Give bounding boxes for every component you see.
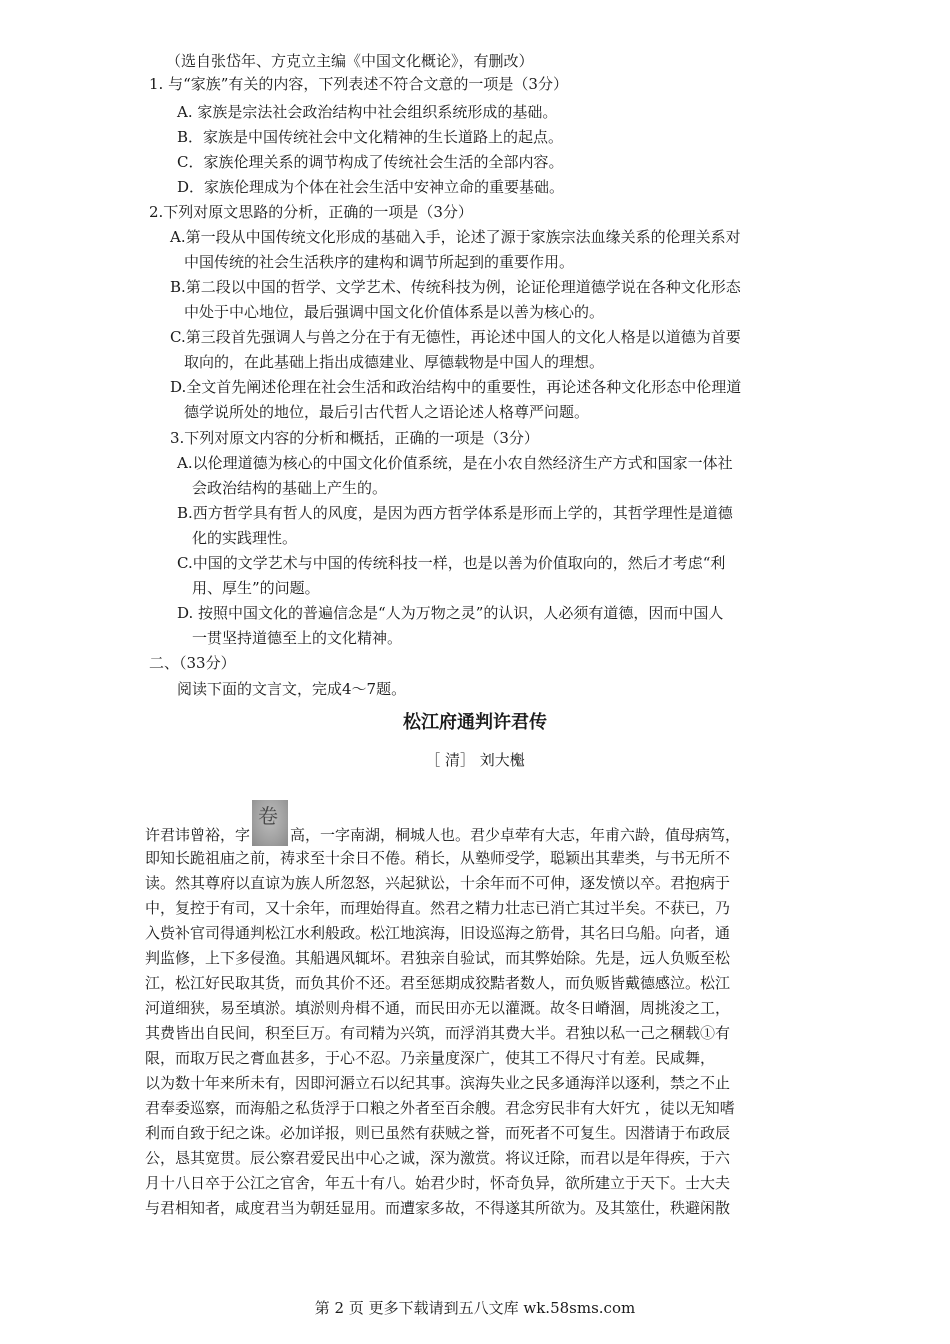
article-line: 即知长跪祖庙之前，祷求至十余日不倦。稍长，从塾师受学，聪颖出其辈类，与书无所不 (145, 849, 731, 867)
q2-stem: 2.下列对原文思路的分析，正确的一项是（3分） (149, 203, 473, 221)
section-instruction: 阅读下面的文言文，完成4～7题。 (177, 680, 407, 698)
q2-line: 中处于中心地位，最后强调中国文化价值体系是以善为核心的。 (184, 303, 605, 321)
article-text: 高，一字南湖，桐城人也。君少卓荦有大志，年甫六龄，值母病笃， (290, 826, 741, 844)
article-line: 月十八日卒于公江之官舍，年五十有八。始君少时，怀奇负异，欲所建立于天下。士大夫 (145, 1174, 731, 1192)
article-line: 判监修，上下多侵渔。其船遇风辄坏。君独亲自验试，而其弊始除。先是，远人负贩至松 (145, 949, 731, 967)
q1-option-c: C．家族伦理关系的调节构成了传统社会生活的全部内容。 (177, 153, 564, 171)
article-line: 河道细狭，易至填淤。填淤则舟楫不通，而民田亦无以灌溉。故冬日嵴涸，周挑浚之工， (145, 999, 731, 1017)
article-line: 君奉委巡察，而海船之私货浮于口粮之外者至百余艘。君念穷民非有大奸宄 ，徒以无知嗜 (145, 1099, 735, 1117)
q2-line: D.全文首先阐述伦理在社会生活和政治结构中的重要性，再论述各种文化形态中伦理道 (170, 378, 742, 396)
article-line: 其费皆出自民间，积至巨万。有司精为兴筑，而浮消其费大半。君独以私一己之稛载①有 (145, 1024, 731, 1042)
q1-option-b: B．家族是中国传统社会中文化精神的生长道路上的起点。 (177, 128, 564, 146)
source-note: （选自张岱年、方克立主编《中国文化概论》，有删改） (166, 52, 534, 70)
article-line: 入赀补官司得通判松江水利般政。松江地滨海，旧设巡海之筋骨，其名曰乌船。向者，通 (145, 924, 731, 942)
q2-line: B.第二段以中国的哲学、文学艺术、传统科技为例，论证伦理道德学说在各种文化形态 (170, 278, 741, 296)
q2-line: 取向的，在此基础上指出成德建业、厚德载物是中国人的理想。 (184, 353, 605, 371)
q2-line: A.第一段从中国传统文化形成的基础入手，论述了源于家族宗法血缘关系的伦理关系对 (170, 228, 741, 246)
q1-option-a: A. 家族是宗法社会政治结构中社会组织系统形成的基础。 (177, 103, 558, 121)
q2-line: 德学说所处的地位，最后引古代哲人之语论述人格尊严问题。 (184, 403, 590, 421)
character-image (252, 800, 288, 846)
article-author: ［ 清］ 刘大櫆 (425, 751, 525, 769)
article-line: 与君相知者，咸度君当为朝廷显用。而遭家多故，不得遂其所欲为。及其筮仕，秩避闲散 (145, 1199, 731, 1217)
article-line: 以为数十年来所未有，因即河滣立石以纪其事。滨海失业之民多通海洋以逐利，禁之不止 (145, 1074, 731, 1092)
q3-line: D. 按照中国文化的普遍信念是“人为万物之灵”的认识，人必须有道德，因而中国人 (177, 604, 724, 622)
q3-line: 会政治结构的基础上产生的。 (192, 479, 388, 497)
article-line: 公，恳其宽贯。辰公察君爱民出中心之诚，深为激赏。将议迁除，而君以是年得疾，于六 (145, 1149, 731, 1167)
article-line: 读。然其尊府以直谅为族人所忽怒，兴起狱讼，十余年而不可伸，逐发愤以卒。君抱病于 (145, 874, 731, 892)
article-text: 许君讳曾裕，字 (145, 826, 251, 844)
q1-option-d: D．家族伦理成为个体在社会生活中安神立命的重要基础。 (177, 178, 565, 196)
section-header: 二、（33分） (149, 654, 236, 672)
article-line: 限，而取万民之膏血甚多，于心不忍。乃亲量度深广，使其工不得尺寸有差。民咸舞， (145, 1049, 716, 1067)
article-line: 中，复控于有司，又十余年，而理始得直。然君之精力壮志已消亡其过半矣。不获已，乃 (145, 899, 731, 917)
q3-line: 一贯坚持道德至上的文化精神。 (192, 629, 403, 647)
q2-line: C.第三段首先强调人与兽之分在于有无德性，再论述中国人的文化人格是以道德为首要 (170, 328, 741, 346)
article-title: 松江府通判许君传 (403, 712, 547, 733)
article-line: 江，松江好民取其货，而负其价不还。君至惩期成狡黠者数人，而负贩皆戴德感泣。松江 (145, 974, 731, 992)
page-footer: 第 2 页 更多下载请到五八文库 wk.58sms.com (314, 1299, 636, 1317)
q3-stem: 3.下列对原文内容的分析和概括，正确的一项是（3分） (170, 429, 539, 447)
q3-line: A.以伦理道德为核心的中国文化价值系统，是在小农自然经济生产方式和国家一体社 (177, 454, 733, 472)
q3-line: C.中国的文学艺术与中国的传统科技一样，也是以善为价值取向的，然后才考虑“利 (177, 554, 726, 572)
article-line: 利而自致于纪之诛。必加详报，则已虽然有获贼之誉，而死者不可复生。因潜请于布政辰 (145, 1124, 731, 1142)
article-first-line (145, 800, 740, 846)
q3-line: 化的实践理性。 (192, 529, 298, 547)
q3-line: B.西方哲学具有哲人的风度，是因为西方哲学体系是形而上学的，其哲学理性是道德 (177, 504, 733, 522)
character-image-glyph: 卷 (258, 804, 279, 828)
q2-line: 中国传统的社会生活秩序的建构和调节所起到的重要作用。 (184, 253, 575, 271)
q1-stem: 1. 与“家族”有关的内容，下列表述不符合文意的一项是（3分） (149, 75, 568, 93)
q3-line: 用、厚生”的问题。 (192, 579, 320, 597)
